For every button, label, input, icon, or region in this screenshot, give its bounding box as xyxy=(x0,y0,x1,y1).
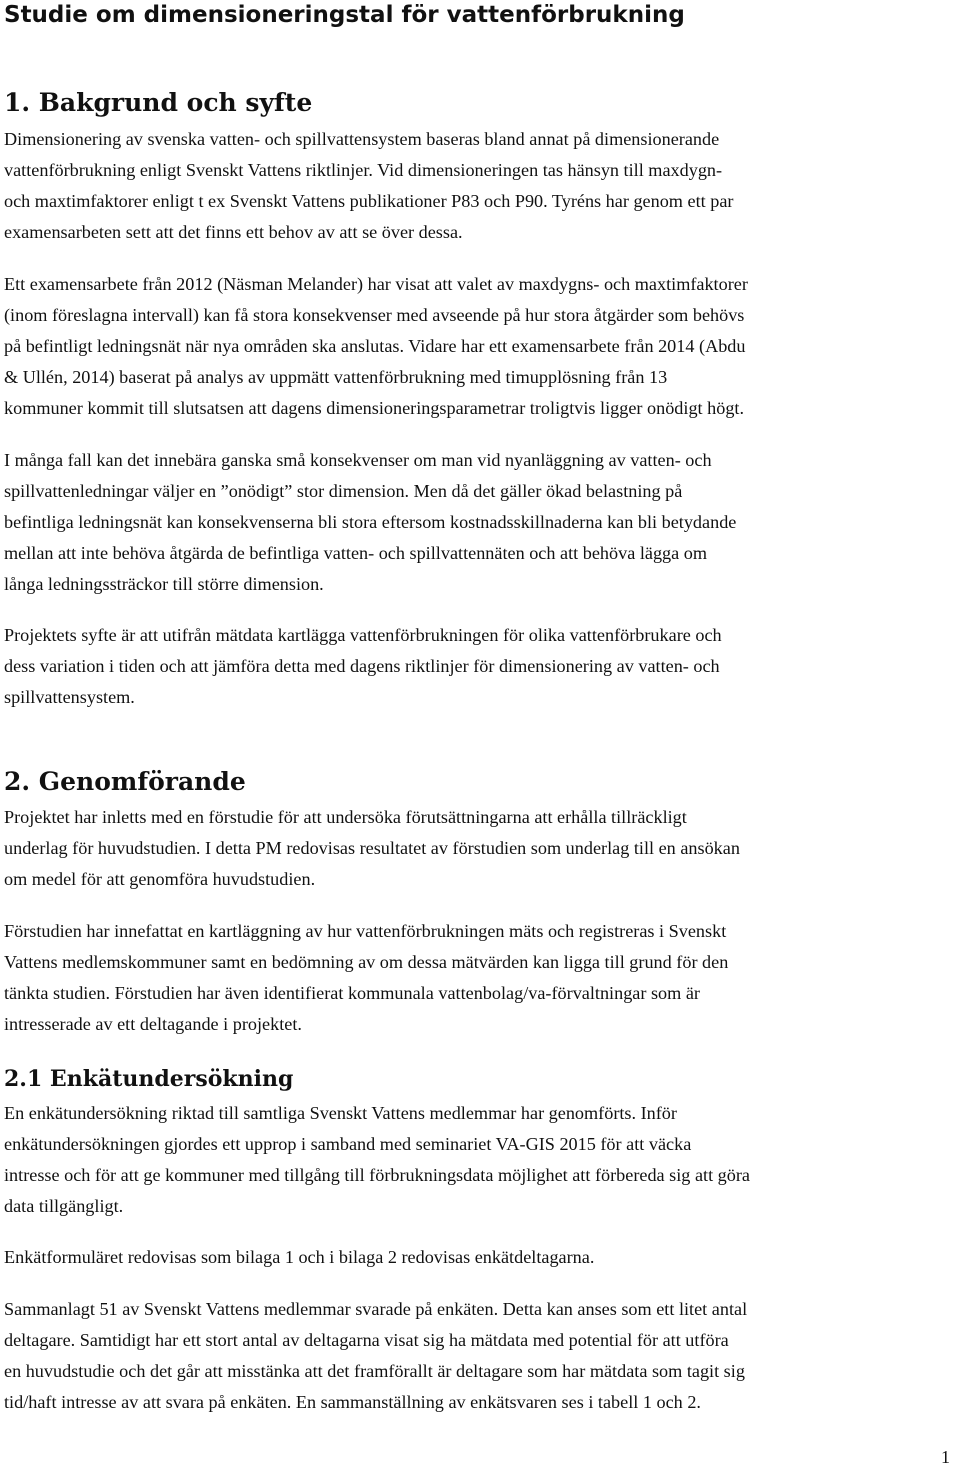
text-line: examensarbeten sett att det finns ett behov av att se över dessa. xyxy=(4,222,463,242)
section-heading-bakgrund: 1. Bakgrund och syfte xyxy=(4,88,313,117)
text-line: deltagare. Samtidigt har ett stort antal av deltagarna visat sig ha mätdata med potential för att utföra xyxy=(4,1330,729,1350)
document-title: Studie om dimensioneringstal för vattenförbrukning xyxy=(4,2,685,28)
text-line: långa ledningssträckor till större dimension. xyxy=(4,574,324,594)
text-line: (inom föreslagna intervall) kan få stora konsekvenser med avseende på hur stora åtgärder som behövs xyxy=(4,305,745,325)
text-line: intresserade av ett deltagande i projektet. xyxy=(4,1014,302,1034)
text-line: på befintligt ledningsnät när nya områden ska anslutas. Vidare har ett examensarbete från 2014 (Abdu xyxy=(4,336,746,356)
paragraph-bakgrund-3 xyxy=(4,445,956,600)
text-line: intresse och för att ge kommuner med tillgång till förbrukningsdata möjlighet att förbereda sig att göra xyxy=(4,1165,750,1185)
text-line: kommuner kommit till slutsatsen att dagens dimensioneringsparametrar troligtvis ligger onödigt högt. xyxy=(4,398,745,418)
paragraph-enkat-1 xyxy=(4,1098,956,1222)
paragraph-syfte xyxy=(4,620,956,713)
text-line: dess variation i tiden och att jämföra detta med dagens riktlinjer för dimensionering av vatten- och xyxy=(4,656,720,676)
paragraph-enkat-3 xyxy=(4,1294,956,1418)
text-line: Ett examensarbete från 2012 (Näsman Melander) har visat att valet av maxdygns- och maxtimfaktorer xyxy=(4,274,748,294)
text-line: befintliga ledningsnät kan konsekvenserna bli stora eftersom kostnadsskillnaderna kan bli betydande xyxy=(4,512,737,532)
subsection-heading-enkat: 2.1 Enkätundersökning xyxy=(4,1066,294,1092)
text-line: spillvattensystem. xyxy=(4,687,135,707)
text-line: Projektets syfte är att utifrån mätdata kartlägga vattenförbrukningen för olika vattenförbrukare och xyxy=(4,625,722,645)
text-line: Enkätformuläret redovisas som bilaga 1 och i bilaga 2 redovisas enkätdeltagarna. xyxy=(4,1247,595,1267)
text-line: och maxtimfaktorer enligt t ex Svenskt Vattens publikationer P83 och P90. Tyréns har genom ett par xyxy=(4,191,734,211)
text-line: Förstudien har innefattat en kartläggning av hur vattenförbrukningen mäts och registreras i Svenskt xyxy=(4,921,727,941)
text-line: Dimensionering av svenska vatten- och spillvattensystem baseras bland annat på dimensionerande xyxy=(4,129,720,149)
text-line: Vattens medlemskommuner samt en bedömning av om dessa mätvärden kan ligga till grund för den xyxy=(4,952,729,972)
text-line: spillvattenledningar väljer en ”onödigt” stor dimension. Men då det gäller ökad belastning på xyxy=(4,481,683,501)
text-line: underlag för huvudstudien. I detta PM redovisas resultatet av förstudien som underlag till en ansökan xyxy=(4,838,740,858)
text-line: data tillgängligt. xyxy=(4,1196,124,1216)
text-line: tid/haft intresse av att svara på enkäten. En sammanställning av enkätsvaren ses i tabell 1 och 2. xyxy=(4,1392,701,1412)
paragraph-genomforande-1 xyxy=(4,802,956,895)
paragraph-genomforande-2 xyxy=(4,916,956,1040)
text-line: Sammanlagt 51 av Svenskt Vattens medlemmar svarade på enkäten. Detta kan anses som ett litet antal xyxy=(4,1299,748,1319)
text-line: Projektet har inletts med en förstudie för att undersöka förutsättningarna att erhålla tillräckligt xyxy=(4,807,687,827)
paragraph-bakgrund-2 xyxy=(4,269,956,424)
text-line: tänkta studien. Förstudien har även identifierat kommunala vattenbolag/va-förvaltningar som är xyxy=(4,983,700,1003)
text-line: vattenförbrukning enligt Svenskt Vattens riktlinjer. Vid dimensioneringen tas hänsyn till maxdygn- xyxy=(4,160,723,180)
text-line: en huvudstudie och det går att misstänka att det framförallt är deltagare som har mätdata som tagit sig xyxy=(4,1361,745,1381)
text-line: I många fall kan det innebära ganska små konsekvenser om man vid nyanläggning av vatten- och xyxy=(4,450,712,470)
text-line: mellan att inte behöva åtgärda de befintliga vatten- och spillvattennäten och att behöva lägga om xyxy=(4,543,707,563)
text-line: enkätundersökningen gjordes ett upprop i samband med seminariet VA-GIS 2015 för att väcka xyxy=(4,1134,692,1154)
page-number: 1 xyxy=(941,1447,950,1467)
text-line: om medel för att genomföra huvudstudien. xyxy=(4,869,316,889)
section-heading-genomforande: 2. Genomförande xyxy=(4,767,246,796)
text-line: & Ullén, 2014) baserat på analys av uppmätt vattenförbrukning med timupplösning från 13 xyxy=(4,367,668,387)
text-line: En enkätundersökning riktad till samtliga Svenskt Vattens medlemmar har genomförts. Inför xyxy=(4,1103,677,1123)
paragraph-bakgrund-1 xyxy=(4,124,956,248)
paragraph-enkat-2 xyxy=(4,1242,956,1273)
